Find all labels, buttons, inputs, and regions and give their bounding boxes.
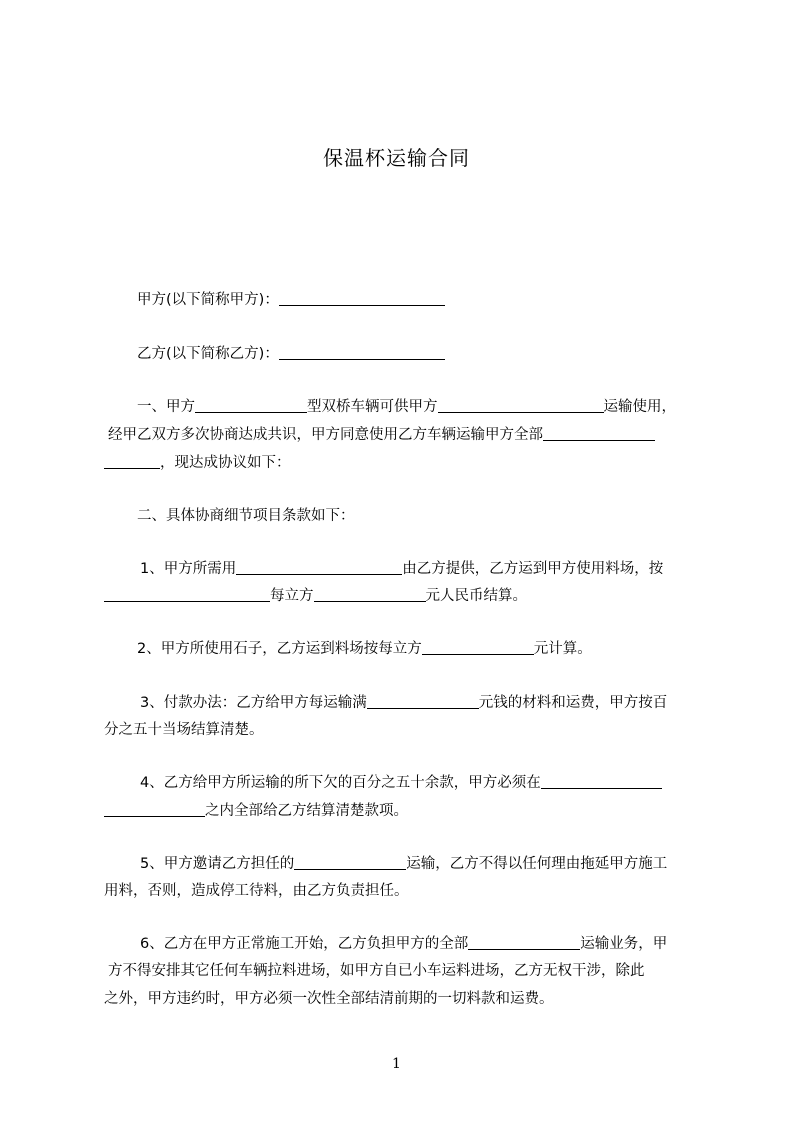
item2-text: 2、甲方所使用石子，乙方运到料场按每立方 — [137, 641, 422, 657]
item2-text: 元计算。 — [533, 641, 592, 657]
item1-line1 — [140, 555, 740, 583]
item6-text: 方不得安排其它任何车辆拉料进场，如甲方自已小车运料进场，乙方无权干涉，除此 — [108, 963, 645, 979]
item5-text: 用料，否则，造成停工待料，由乙方负责担任。 — [104, 883, 409, 899]
item3-line1 — [140, 689, 740, 717]
item4-line1 — [140, 769, 740, 797]
item5-line1 — [140, 850, 740, 878]
item4-line2 — [104, 797, 704, 825]
item6-text: 运输业务，甲 — [580, 936, 668, 952]
page-number: 1 — [392, 1056, 401, 1072]
item6-text: 6、乙方在甲方正常施工开始，乙方负担甲方的全部 — [140, 936, 469, 952]
item1-text: 元人民币结算。 — [425, 588, 527, 604]
item4-text: 4、乙方给甲方所运输的所下欠的百分之五十余款，甲方必须在 — [140, 775, 541, 791]
item3-text: 元钱的材料和运费，甲方按百 — [478, 695, 668, 711]
item5-text: 5、甲方邀请乙方担任的 — [140, 856, 295, 872]
stone-price-blank[interactable] — [422, 637, 534, 655]
material-blank[interactable] — [236, 557, 402, 575]
party-a-line — [137, 286, 737, 314]
party-a-label: 甲方(以下简称甲方)： — [137, 292, 279, 308]
cargo-blank-continued[interactable] — [104, 451, 160, 469]
clause2-line — [137, 502, 737, 530]
clause1-text: 运输使用， — [603, 399, 676, 415]
vehicle-type-blank[interactable] — [195, 395, 307, 413]
item1-text: 由乙方提供，乙方运到甲方使用料场，按 — [402, 561, 664, 577]
item2-line — [137, 635, 737, 663]
cargo-blank[interactable] — [543, 423, 655, 441]
clause1-line2 — [108, 421, 708, 449]
transport-item-blank[interactable] — [294, 852, 406, 870]
item3-line2 — [104, 716, 704, 744]
item6-line1 — [140, 930, 740, 958]
party-b-blank[interactable] — [279, 342, 445, 360]
payment-amount-blank[interactable] — [367, 691, 479, 709]
price-per-cubic-blank[interactable] — [314, 584, 426, 602]
party-b-line — [137, 340, 737, 368]
party-b-label: 乙方(以下简称乙方)： — [137, 346, 279, 362]
item1-line2 — [104, 582, 704, 610]
clause2-heading: 二、具体协商细节项目条款如下： — [137, 508, 355, 524]
clause1-text: 一、甲方 — [137, 399, 195, 415]
clause1-line1 — [137, 393, 737, 421]
settlement-period-blank[interactable] — [541, 771, 662, 789]
party-a-blank[interactable] — [279, 288, 445, 306]
item4-text: 之内全部给乙方结算清楚款项。 — [205, 803, 408, 819]
item5-text: 运输，乙方不得以任何理由拖延甲方施工 — [406, 856, 668, 872]
settlement-period-blank-continued[interactable] — [104, 799, 205, 817]
item3-text: 分之五十当场结算清楚。 — [104, 722, 264, 738]
clause1-line3 — [104, 449, 704, 477]
item1-text: 每立方 — [270, 588, 314, 604]
clause1-text: 型双桥车辆可供甲方 — [307, 399, 438, 415]
clause1-text: 经甲乙双方多次协商达成共识，甲方同意使用乙方车辆运输甲方全部 — [108, 427, 543, 443]
item3-text: 3、付款办法：乙方给甲方每运输满 — [140, 695, 367, 711]
item6-line2 — [108, 957, 708, 985]
item6-text: 之外，甲方违约时，甲方必须一次性全部结清前期的一切料款和运费。 — [104, 991, 554, 1007]
item1-text: 1、甲方所需用 — [140, 561, 237, 577]
transport-business-blank[interactable] — [468, 932, 580, 950]
clause1-text: ，现达成协议如下： — [160, 455, 291, 471]
item5-line2 — [104, 877, 704, 905]
transport-purpose-blank[interactable] — [438, 395, 604, 413]
item6-line3 — [104, 985, 704, 1013]
material-spec-blank[interactable] — [104, 584, 270, 602]
document-title: 保温杯运输合同 — [323, 146, 470, 170]
